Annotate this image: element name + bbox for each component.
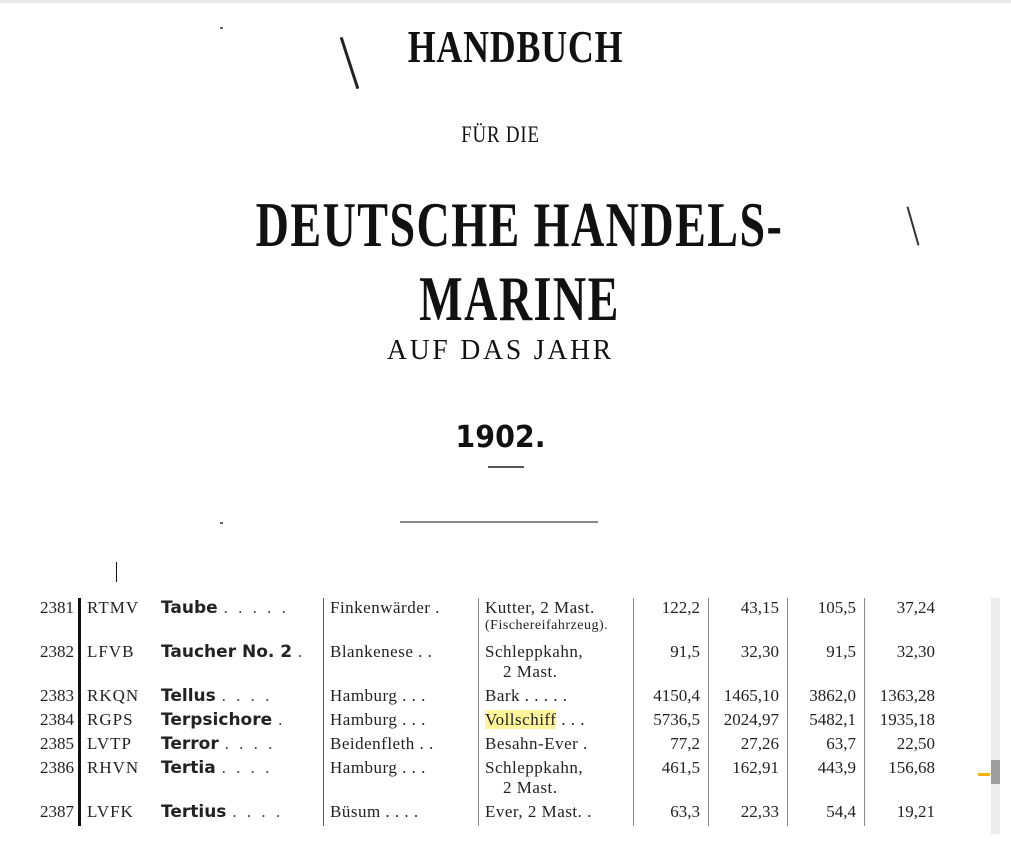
net-register-tons: 37,24 (896, 598, 935, 617)
ship-name-cell (161, 642, 324, 686)
page-rule (400, 521, 598, 523)
vessel-type-cell (479, 710, 634, 734)
register-number: 2386 (22, 758, 80, 802)
net-register-tons: 1935,18 (879, 710, 935, 729)
net-register-tons: 32,30 (896, 642, 935, 661)
register-number: 2381 (22, 598, 80, 642)
net-cubic-metres: 3862,0 (788, 686, 865, 710)
ship-name-cell (161, 710, 324, 734)
register-number: 2382 (22, 642, 80, 686)
vessel-type-cell (479, 802, 634, 826)
vessel-type: Schleppkahn, (485, 642, 584, 661)
table-row (22, 734, 943, 758)
home-port: Hamburg . . . (324, 710, 479, 734)
ship-register-table (22, 598, 943, 826)
vessel-type-cell (479, 686, 634, 710)
net-register-tons: 1363,28 (879, 686, 935, 705)
vessel-type-cell (479, 598, 634, 642)
gross-cubic-metres: 91,5 (634, 642, 709, 686)
net-cubic-metres: 63,7 (788, 734, 865, 758)
register-number: 2385 (22, 734, 80, 758)
gross-register-tons: 162,91 (709, 758, 788, 802)
net-cubic-metres: 105,5 (788, 598, 865, 642)
ship-name: Terror (161, 734, 219, 754)
home-port: Büsum . . . . (324, 802, 479, 826)
gross-cubic-metres: 4150,4 (634, 686, 709, 710)
home-port: Hamburg . . . (324, 758, 479, 802)
table-row (22, 686, 943, 710)
gross-register-tons: 43,15 (709, 598, 788, 642)
pen-stroke-mark-right (907, 206, 920, 245)
signal-letters: LVTP (87, 734, 132, 753)
title-auf-das-jahr: AUF DAS JAHR (386, 334, 615, 366)
register-number: 2384 (22, 710, 80, 734)
year-underline (488, 466, 524, 468)
vessel-type: Kutter, 2 Mast. (485, 598, 595, 617)
vessel-type: Schleppkahn, (485, 758, 584, 777)
gross-cubic-metres: 122,2 (634, 598, 709, 642)
ship-name: Terpsichore (161, 710, 273, 730)
leader-dots: . . . . (221, 686, 273, 705)
ship-name-cell (161, 802, 324, 826)
title-year: 1902. (455, 420, 546, 455)
ship-name: Tertius (161, 802, 227, 822)
ship-name: Tellus (161, 686, 216, 706)
ship-name-cell (161, 598, 324, 642)
vessel-type-cell (479, 642, 634, 686)
register-number: 2383 (22, 686, 80, 710)
gross-register-tons: 32,30 (709, 642, 788, 686)
scan-speck (220, 27, 223, 29)
leader-dots: . . . . (224, 734, 276, 753)
scroll-position-marker (978, 773, 990, 776)
gross-register-tons: 22,33 (709, 802, 788, 826)
gross-register-tons: 2024,97 (709, 710, 788, 734)
ship-name: Taube (161, 598, 218, 618)
ship-name-cell (161, 758, 324, 802)
net-cubic-metres: 443,9 (788, 758, 865, 802)
title-fur-die: FÜR DIE (461, 122, 540, 147)
register-scan[interactable] (22, 598, 935, 834)
table-row (22, 642, 943, 686)
signal-letters: RGPS (87, 710, 134, 729)
leader-dots: . . . . (232, 802, 284, 821)
signal-letters: LVFK (87, 802, 134, 821)
register-number: 2387 (22, 802, 80, 826)
scan-speck (220, 522, 223, 524)
net-register-tons: 19,21 (896, 802, 935, 821)
net-cubic-metres: 5482,1 (788, 710, 865, 734)
net-cubic-metres: 91,5 (788, 642, 865, 686)
leader-dots: . (278, 710, 286, 729)
table-row (22, 802, 943, 826)
leader-dots: . . . . . (223, 598, 289, 617)
ship-name: Tertia (161, 758, 216, 778)
table-row (22, 598, 943, 642)
text-cursor (116, 562, 117, 582)
net-register-tons: 156,68 (888, 758, 935, 777)
vessel-type-cell (479, 734, 634, 758)
scrollbar-thumb[interactable] (991, 760, 1000, 784)
home-port: Blankenese . . (324, 642, 479, 686)
highlighted-text: Vollschiff (485, 710, 557, 729)
scrollbar-track[interactable] (991, 598, 1000, 834)
title-main: DEUTSCHE HANDELS-MARINE (255, 189, 784, 334)
signal-letters: RTMV (87, 598, 140, 617)
vessel-type: Ever, 2 Mast. . (485, 802, 592, 821)
home-port: Finkenwärder . (324, 598, 479, 642)
table-row (22, 710, 943, 734)
vessel-type: Besahn-Ever . (485, 734, 588, 753)
ship-name-cell (161, 734, 324, 758)
signal-letters: RKQN (87, 686, 140, 705)
vessel-type-note: 2 Mast. (503, 662, 558, 681)
title-handbuch: HANDBUCH (407, 21, 624, 72)
gross-register-tons: 27,26 (709, 734, 788, 758)
ship-name-cell (161, 686, 324, 710)
gross-register-tons: 1465,10 (709, 686, 788, 710)
signal-letters: LFVB (87, 642, 135, 661)
vessel-type-note: (Fischereifahrzeug). (485, 618, 609, 633)
type-dots: . . . (556, 710, 585, 729)
gross-cubic-metres: 5736,5 (634, 710, 709, 734)
vessel-type-note: 2 Mast. (503, 778, 558, 797)
gross-cubic-metres: 63,3 (634, 802, 709, 826)
leader-dots: . (298, 642, 306, 661)
vessel-type: Bark . . . . . (485, 686, 568, 705)
net-register-tons: 22,50 (896, 734, 935, 753)
home-port: Beidenfleth . . (324, 734, 479, 758)
signal-letters: RHVN (87, 758, 140, 777)
ship-name: Taucher No. 2 (161, 642, 293, 662)
vessel-type-cell (479, 758, 634, 802)
net-cubic-metres: 54,4 (788, 802, 865, 826)
leader-dots: . . . . (221, 758, 273, 777)
gross-cubic-metres: 461,5 (634, 758, 709, 802)
table-row (22, 758, 943, 802)
gross-cubic-metres: 77,2 (634, 734, 709, 758)
home-port: Hamburg . . . (324, 686, 479, 710)
